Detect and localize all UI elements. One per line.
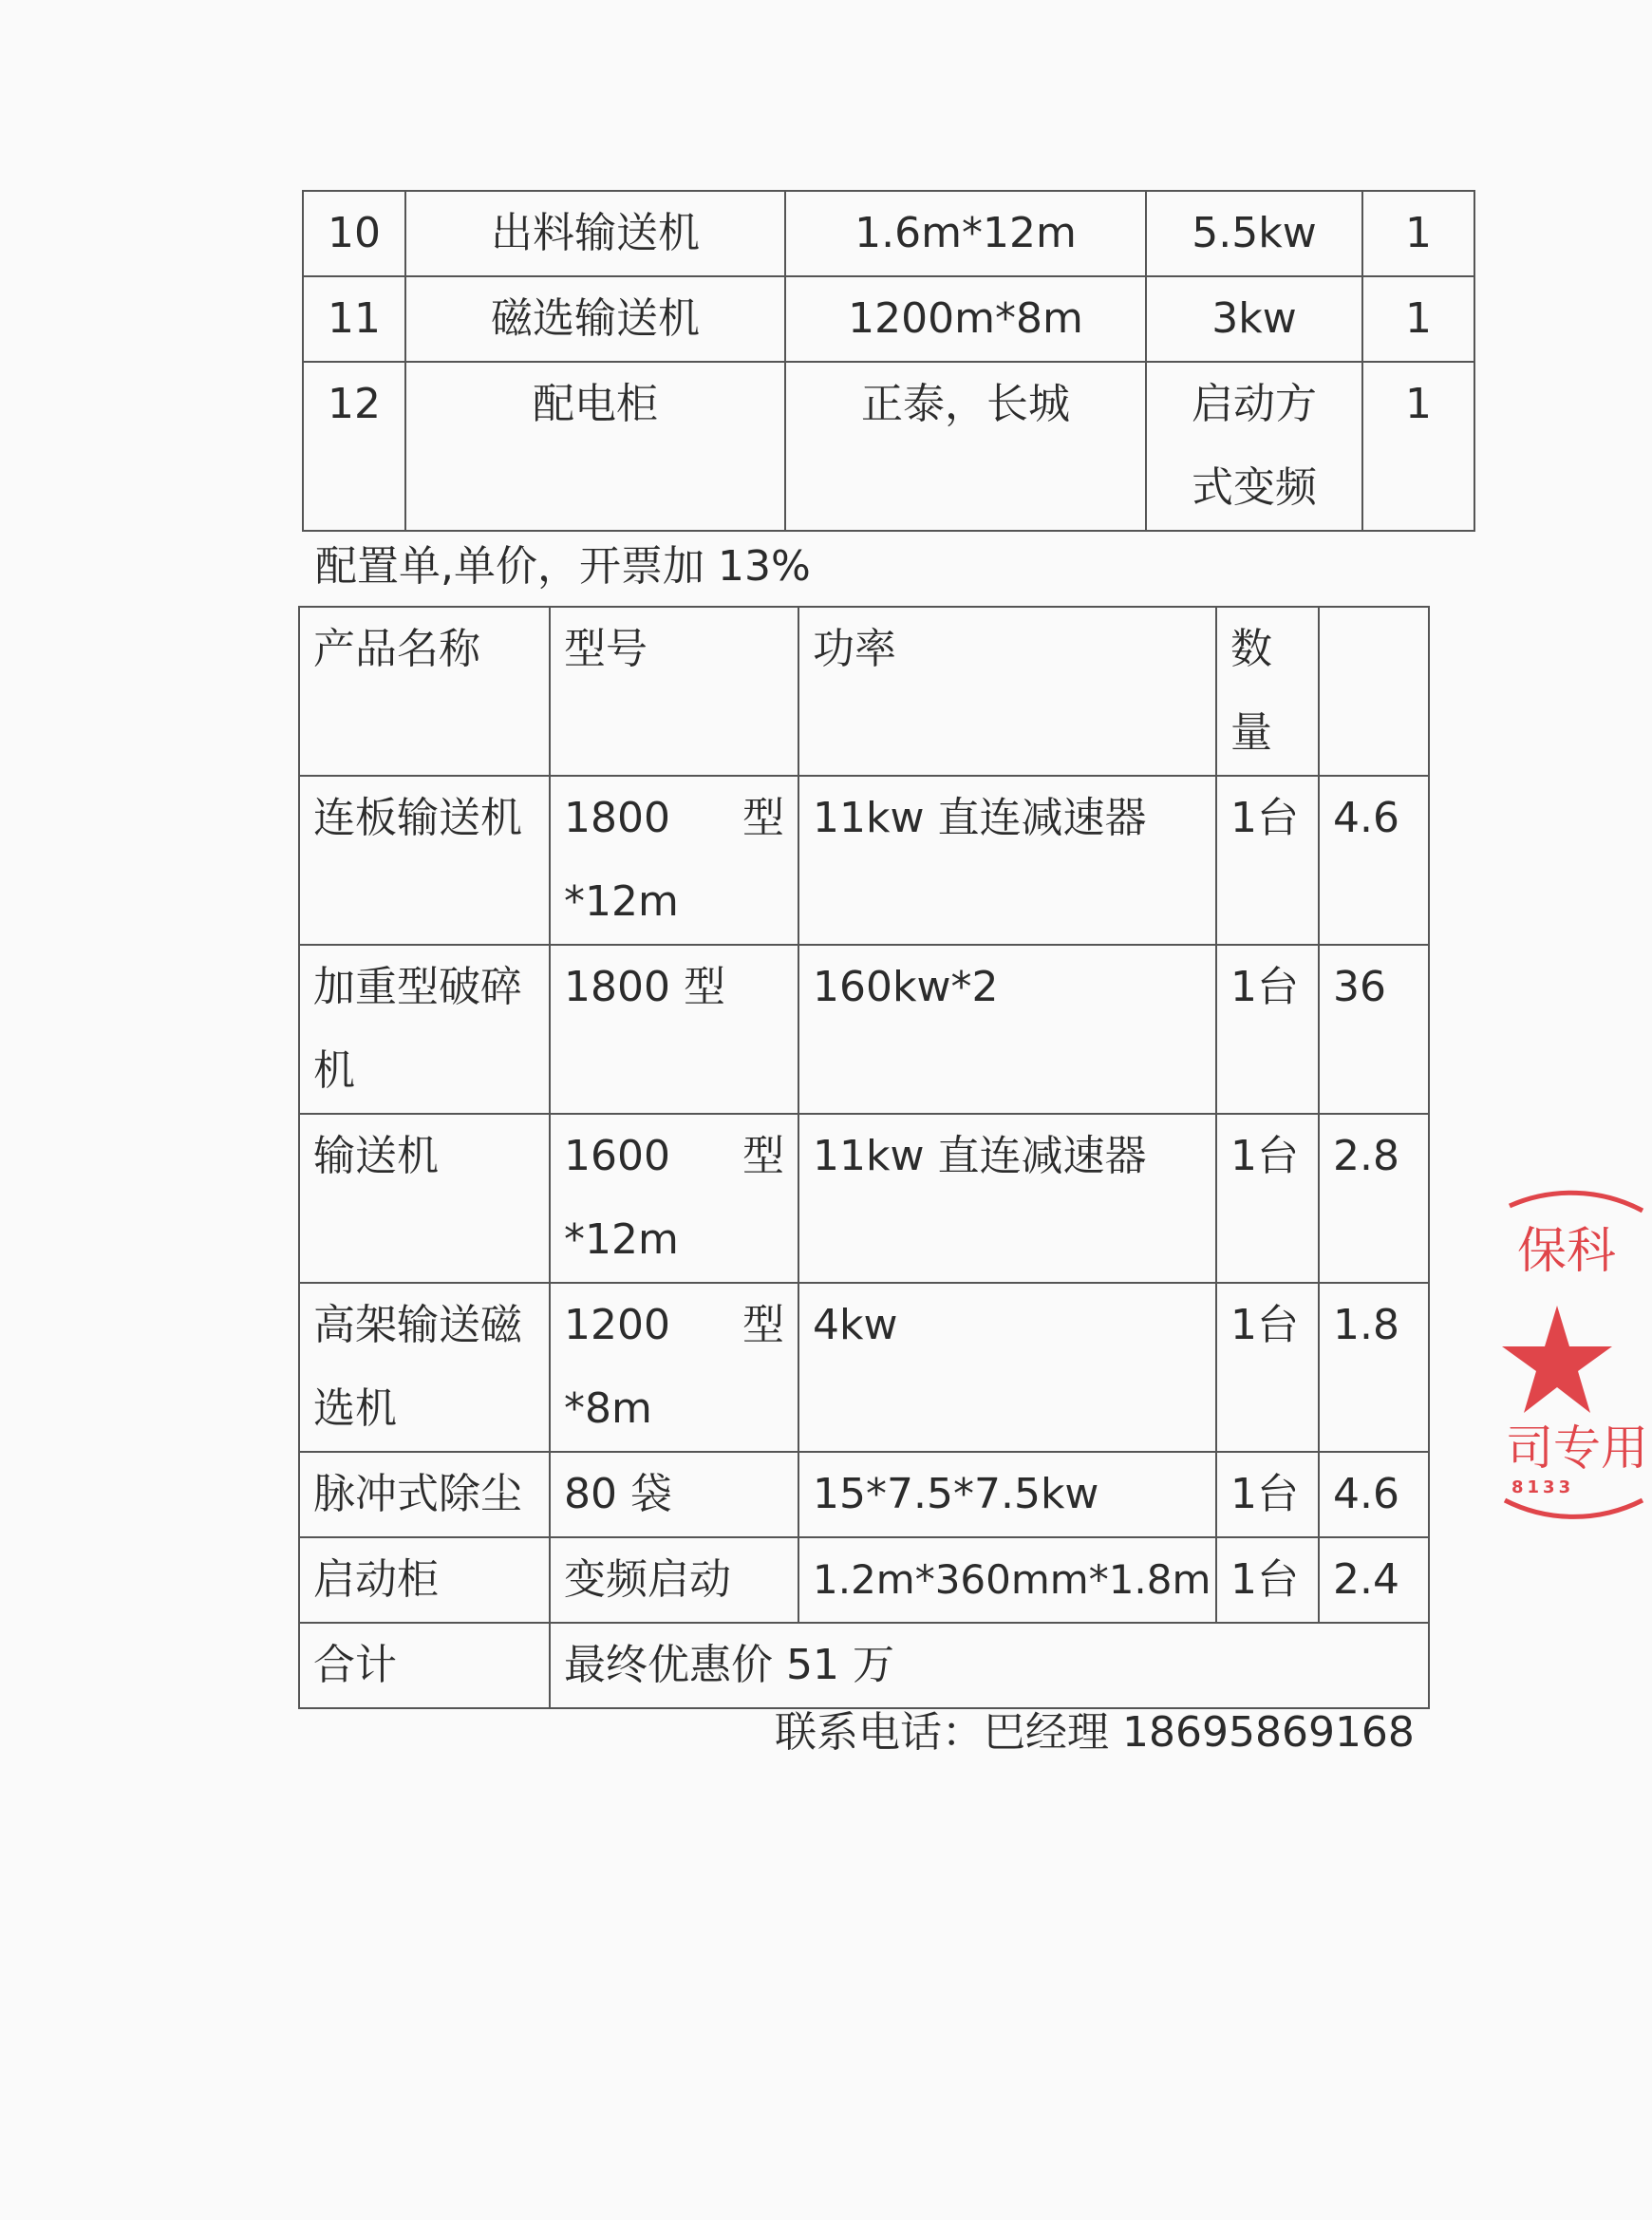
product-power: 1.2m*360mm*1.8m xyxy=(798,1537,1216,1623)
seal-digits: 8133 xyxy=(1511,1477,1575,1497)
total-label: 合计 xyxy=(299,1623,550,1708)
model-type: 型 xyxy=(742,1132,784,1180)
header-model: 型号 xyxy=(550,607,798,776)
seal-border-bottom xyxy=(1505,1500,1643,1516)
pricing-note: 配置单,单价，开票加 13% xyxy=(315,542,811,591)
product-price: 2.4 xyxy=(1319,1537,1429,1623)
equipment-name: 出料输送机 xyxy=(405,191,785,276)
contact-info: 联系电话：巴经理 18695869168 xyxy=(775,1708,1415,1757)
seal-border-top xyxy=(1510,1193,1643,1211)
table-row xyxy=(303,276,1474,362)
product-price: 36 xyxy=(1319,945,1429,1114)
table-row xyxy=(299,1537,1429,1623)
product-power: 11kw 直连减速器 xyxy=(798,1114,1216,1283)
product-qty: 1台 xyxy=(1216,1283,1319,1452)
model-length: *12m xyxy=(564,877,679,926)
header-quantity: 数量 xyxy=(1216,607,1319,776)
product-price: 1.8 xyxy=(1319,1283,1429,1452)
total-value: 最终优惠价 51 万 xyxy=(550,1623,1429,1708)
product-qty: 1台 xyxy=(1216,945,1319,1114)
product-name: 高架输送磁选机 xyxy=(299,1283,550,1452)
row-number: 12 xyxy=(303,362,405,531)
equipment-name: 磁选输送机 xyxy=(405,276,785,362)
company-seal-stamp xyxy=(1500,1187,1652,1519)
model-number: 1200 xyxy=(564,1301,670,1349)
table-row xyxy=(299,945,1429,1114)
product-model xyxy=(550,945,798,1114)
product-qty: 1台 xyxy=(1216,1452,1319,1537)
product-price: 4.6 xyxy=(1319,1452,1429,1537)
product-model xyxy=(550,776,798,945)
model-length: *8m xyxy=(564,1384,652,1433)
row-number: 11 xyxy=(303,276,405,362)
product-model xyxy=(550,1452,798,1537)
product-name: 加重型破碎机 xyxy=(299,945,550,1114)
table-row xyxy=(299,1283,1429,1452)
star-icon xyxy=(1502,1306,1612,1413)
seal-text-bottom: 司专用 xyxy=(1506,1420,1648,1476)
product-name: 脉冲式除尘 xyxy=(299,1452,550,1537)
model-number: 1600 xyxy=(564,1132,670,1180)
product-model xyxy=(550,1537,798,1623)
product-qty: 1台 xyxy=(1216,1114,1319,1283)
table-row xyxy=(299,1452,1429,1537)
table-row xyxy=(303,191,1474,276)
product-price: 2.8 xyxy=(1319,1114,1429,1283)
equipment-qty: 1 xyxy=(1362,276,1474,362)
header-power: 功率 xyxy=(798,607,1216,776)
table-row xyxy=(299,776,1429,945)
product-power: 11kw 直连减速器 xyxy=(798,776,1216,945)
header-product-name: 产品名称 xyxy=(299,607,550,776)
header-price xyxy=(1319,607,1429,776)
table-row xyxy=(299,1114,1429,1283)
model-number: 变频启动 xyxy=(564,1555,731,1604)
product-name: 输送机 xyxy=(299,1114,550,1283)
equipment-power: 启动方式变频 xyxy=(1146,362,1362,531)
model-type: 型 xyxy=(742,794,784,842)
model-length: *12m xyxy=(564,1215,679,1264)
row-number: 10 xyxy=(303,191,405,276)
product-power: 4kw xyxy=(798,1283,1216,1452)
model-number: 80 袋 xyxy=(564,1470,672,1518)
model-number: 1800 型 xyxy=(564,963,725,1011)
equipment-name: 配电柜 xyxy=(405,362,785,531)
product-power: 15*7.5*7.5kw xyxy=(798,1452,1216,1537)
equipment-power: 3kw xyxy=(1146,276,1362,362)
equipment-spec: 1.6m*12m xyxy=(785,191,1146,276)
product-power: 160kw*2 xyxy=(798,945,1216,1114)
equipment-table-continued xyxy=(302,190,1475,532)
equipment-qty: 1 xyxy=(1362,191,1474,276)
quotation-table xyxy=(298,606,1430,1709)
table-header-row xyxy=(299,607,1429,776)
product-price: 4.6 xyxy=(1319,776,1429,945)
product-model xyxy=(550,1283,798,1452)
equipment-qty: 1 xyxy=(1362,362,1474,531)
model-number: 1800 xyxy=(564,794,670,842)
equipment-spec: 1200m*8m xyxy=(785,276,1146,362)
product-name: 连板输送机 xyxy=(299,776,550,945)
seal-text-top: 保科 xyxy=(1517,1223,1617,1280)
equipment-spec: 正泰，长城 xyxy=(785,362,1146,531)
product-model xyxy=(550,1114,798,1283)
total-row xyxy=(299,1623,1429,1708)
table-row xyxy=(303,362,1474,531)
product-qty: 1台 xyxy=(1216,1537,1319,1623)
model-type: 型 xyxy=(742,1301,784,1349)
equipment-power: 5.5kw xyxy=(1146,191,1362,276)
product-qty: 1台 xyxy=(1216,776,1319,945)
product-name: 启动柜 xyxy=(299,1537,550,1623)
